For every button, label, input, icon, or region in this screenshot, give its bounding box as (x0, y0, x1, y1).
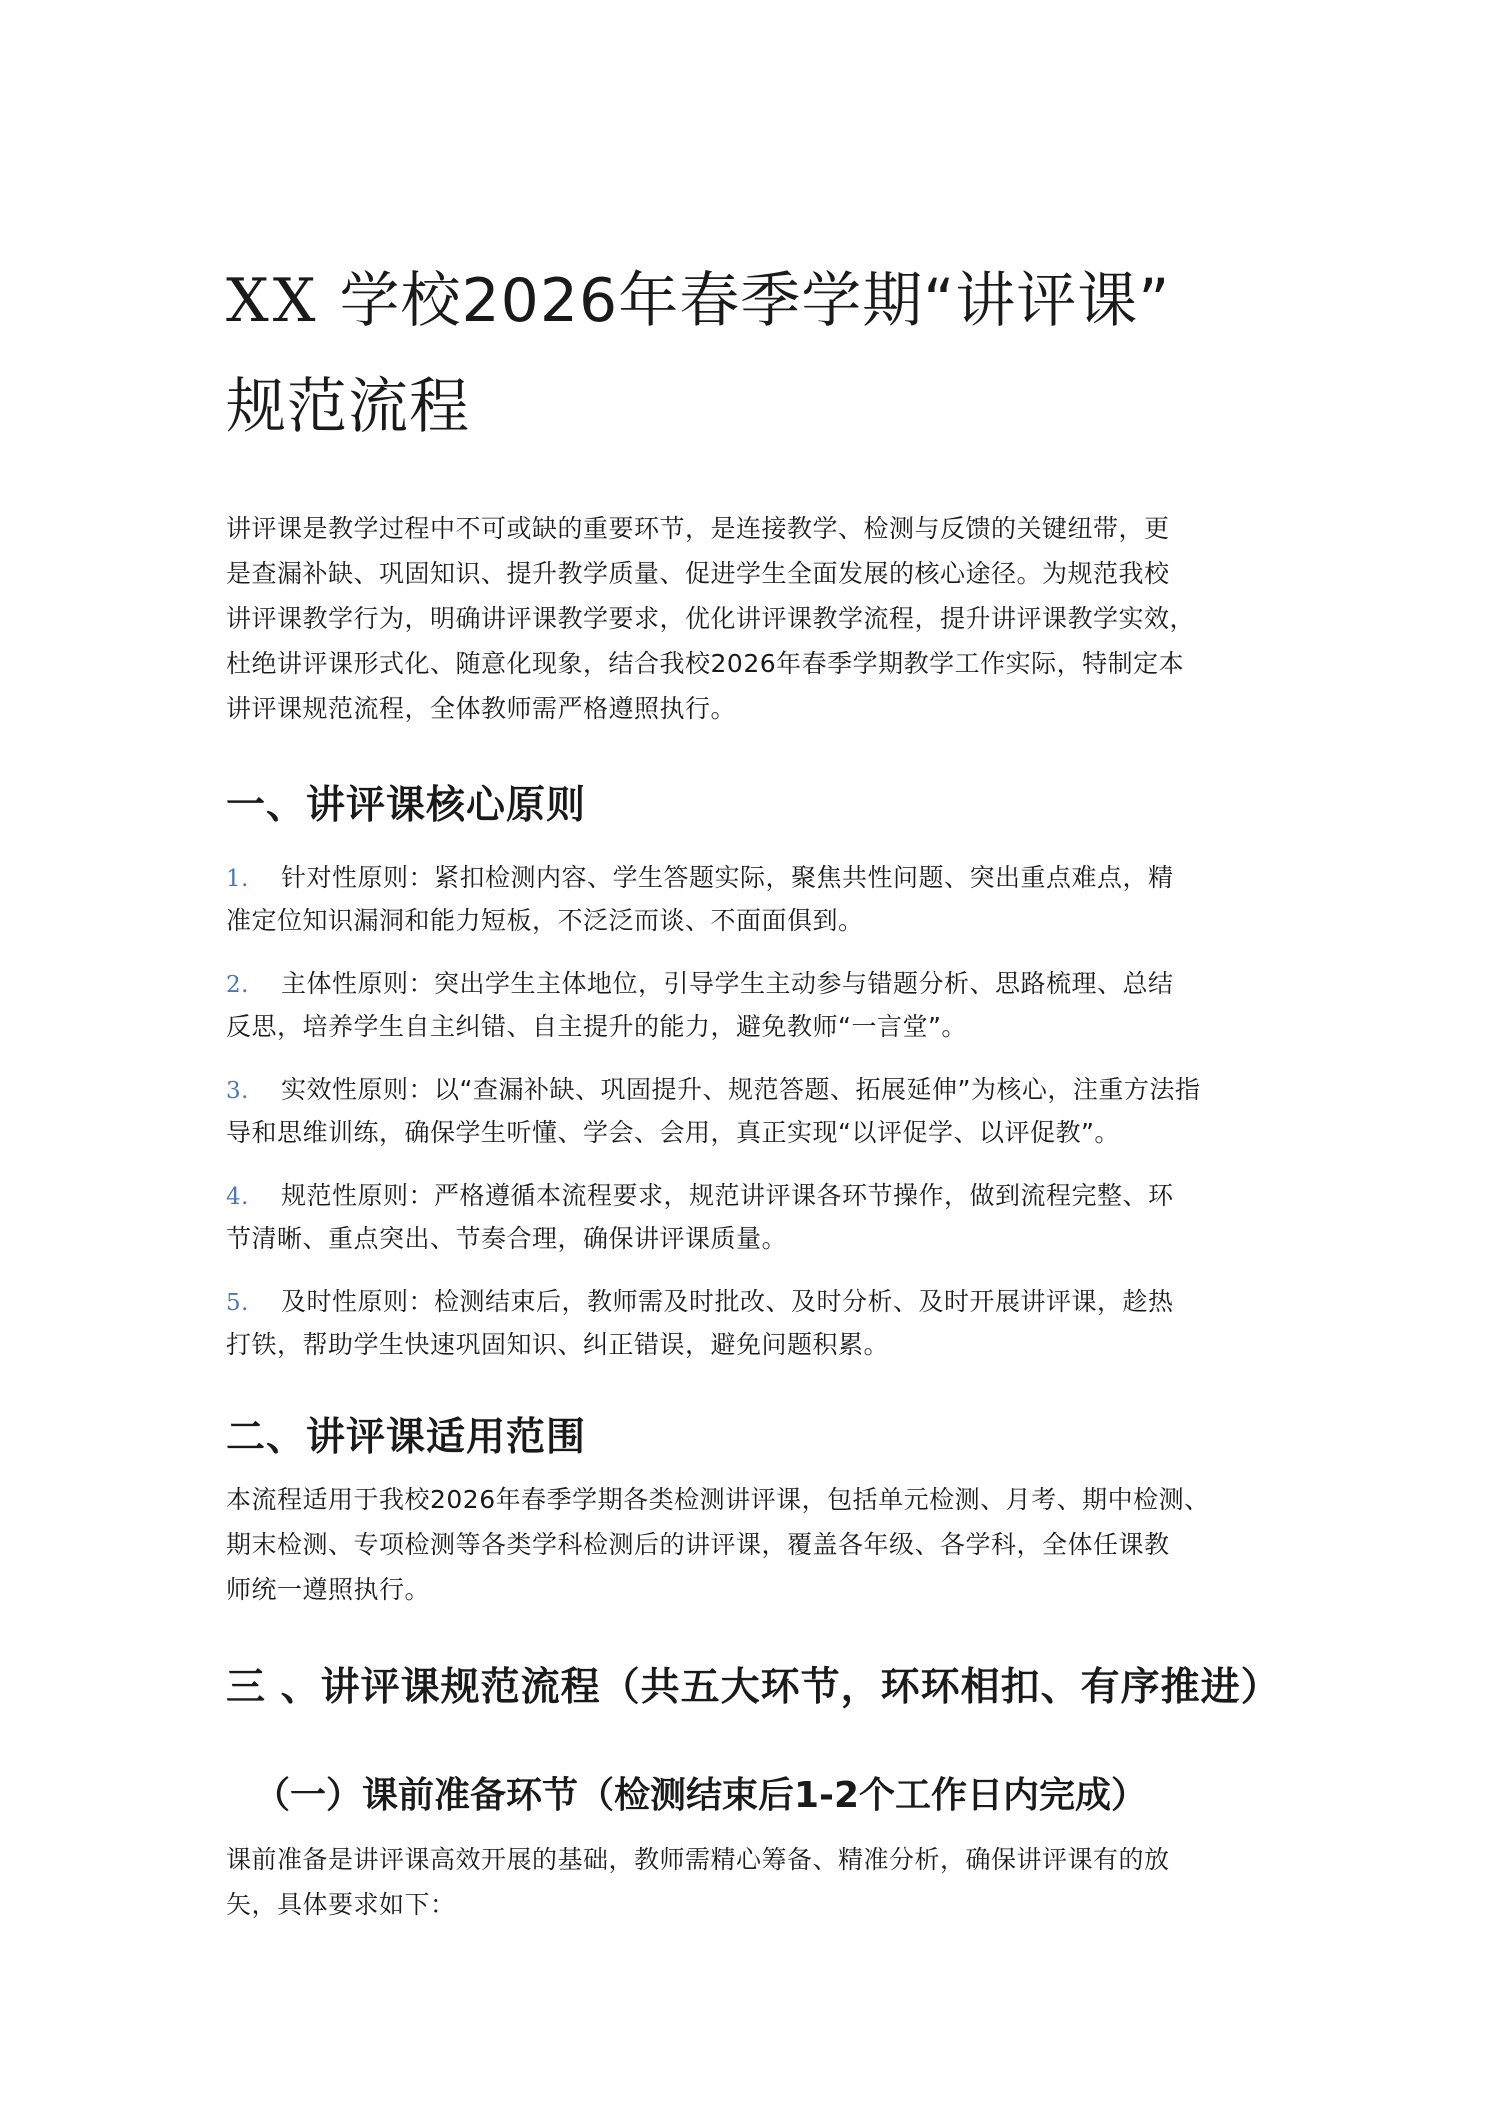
item-number: 5. (226, 1290, 249, 1316)
item-number: 1. (226, 866, 249, 892)
document-title (226, 248, 1286, 460)
title-prefix: XX (226, 266, 320, 336)
subsection-1-heading: （一）课前准备环节（检测结束后1-2个工作日内完成） (254, 1775, 1148, 1816)
item-text: 实效性原则：以“查漏补缺、巩固提升、规范答题、拓展延伸”为核心，注重方法指 (281, 1075, 1201, 1104)
prep-line: 课前准备是讲评课高效开展的基础，教师需精心筹备、精准分析，确保讲评课有的放 (226, 1845, 1170, 1874)
scope-line: 期末检测、专项检测等各类学科检测后的讲评课，覆盖各年级、各学科，全体任课教 (226, 1530, 1170, 1559)
item-number: 4. (226, 1184, 249, 1210)
intro-paragraph (226, 506, 1286, 731)
scope-line: 师统一遵照执行。 (226, 1575, 431, 1604)
principle-item (226, 1175, 1286, 1260)
section-1-heading: 一、讲评课核心原则 (226, 783, 587, 828)
principle-item (226, 857, 1286, 942)
prep-paragraph (226, 1837, 1286, 1927)
intro-line: 是查漏补缺、巩固知识、提升教学质量、促进学生全面发展的核心途径。为规范我校 (226, 559, 1170, 588)
scope-paragraph (226, 1477, 1286, 1612)
principle-item (226, 1069, 1286, 1154)
item-text: 打铁，帮助学生快速巩固知识、纠正错误，避免问题积累。 (226, 1330, 890, 1359)
intro-line: 讲评课规范流程，全体教师需严格遵照执行。 (226, 694, 737, 723)
item-text: 反思，培养学生自主纠错、自主提升的能力，避免教师“一言堂”。 (226, 1012, 967, 1041)
intro-line: 讲评课是教学过程中不可或缺的重要环节，是连接教学、检测与反馈的关键纽带，更 (226, 514, 1170, 543)
intro-line: 杜绝讲评课形式化、随意化现象，结合我校2026年春季学期教学工作实际，特制定本 (226, 649, 1185, 678)
item-number: 3. (226, 1078, 249, 1104)
item-number: 2. (226, 972, 249, 998)
item-text: 针对性原则：紧扣检测内容、学生答题实际，聚焦共性问题、突出重点难点，精 (281, 863, 1174, 892)
item-text: 主体性原则：突出学生主体地位，引导学生主动参与错题分析、思路梳理、总结 (281, 969, 1174, 998)
title-line-1-text: 学校2026年春季学期“讲评课” (319, 266, 1171, 336)
item-text: 节清晰、重点突出、节奏合理，确保讲评课质量。 (226, 1224, 788, 1253)
item-text: 准定位知识漏洞和能力短板，不泛泛而谈、不面面俱到。 (226, 906, 864, 935)
section-3-heading: 三 、讲评课规范流程（共五大环节，环环相扣、有序推进） (226, 1665, 1281, 1710)
principle-item (226, 963, 1286, 1048)
item-text: 规范性原则：严格遵循本流程要求，规范讲评课各环节操作，做到流程完整、环 (281, 1181, 1174, 1210)
section-2-heading: 二、讲评课适用范围 (226, 1415, 587, 1460)
intro-line: 讲评课教学行为，明确讲评课教学要求，优化讲评课教学流程，提升讲评课教学实效， (226, 604, 1196, 633)
prep-line: 矢，具体要求如下： (226, 1890, 456, 1919)
title-line-1 (226, 266, 1170, 336)
title-line-2: 规范流程 (226, 372, 470, 442)
item-text: 及时性原则：检测结束后，教师需及时批改、及时分析、及时开展讲评课，趁热 (281, 1287, 1174, 1316)
principle-item (226, 1281, 1286, 1366)
scope-line: 本流程适用于我校2026年春季学期各类检测讲评课，包括单元检测、月考、期中检测、 (226, 1485, 1210, 1514)
item-text: 导和思维训练，确保学生听懂、学会、会用，真正实现“以评促学、以评促教”。 (226, 1118, 1120, 1147)
